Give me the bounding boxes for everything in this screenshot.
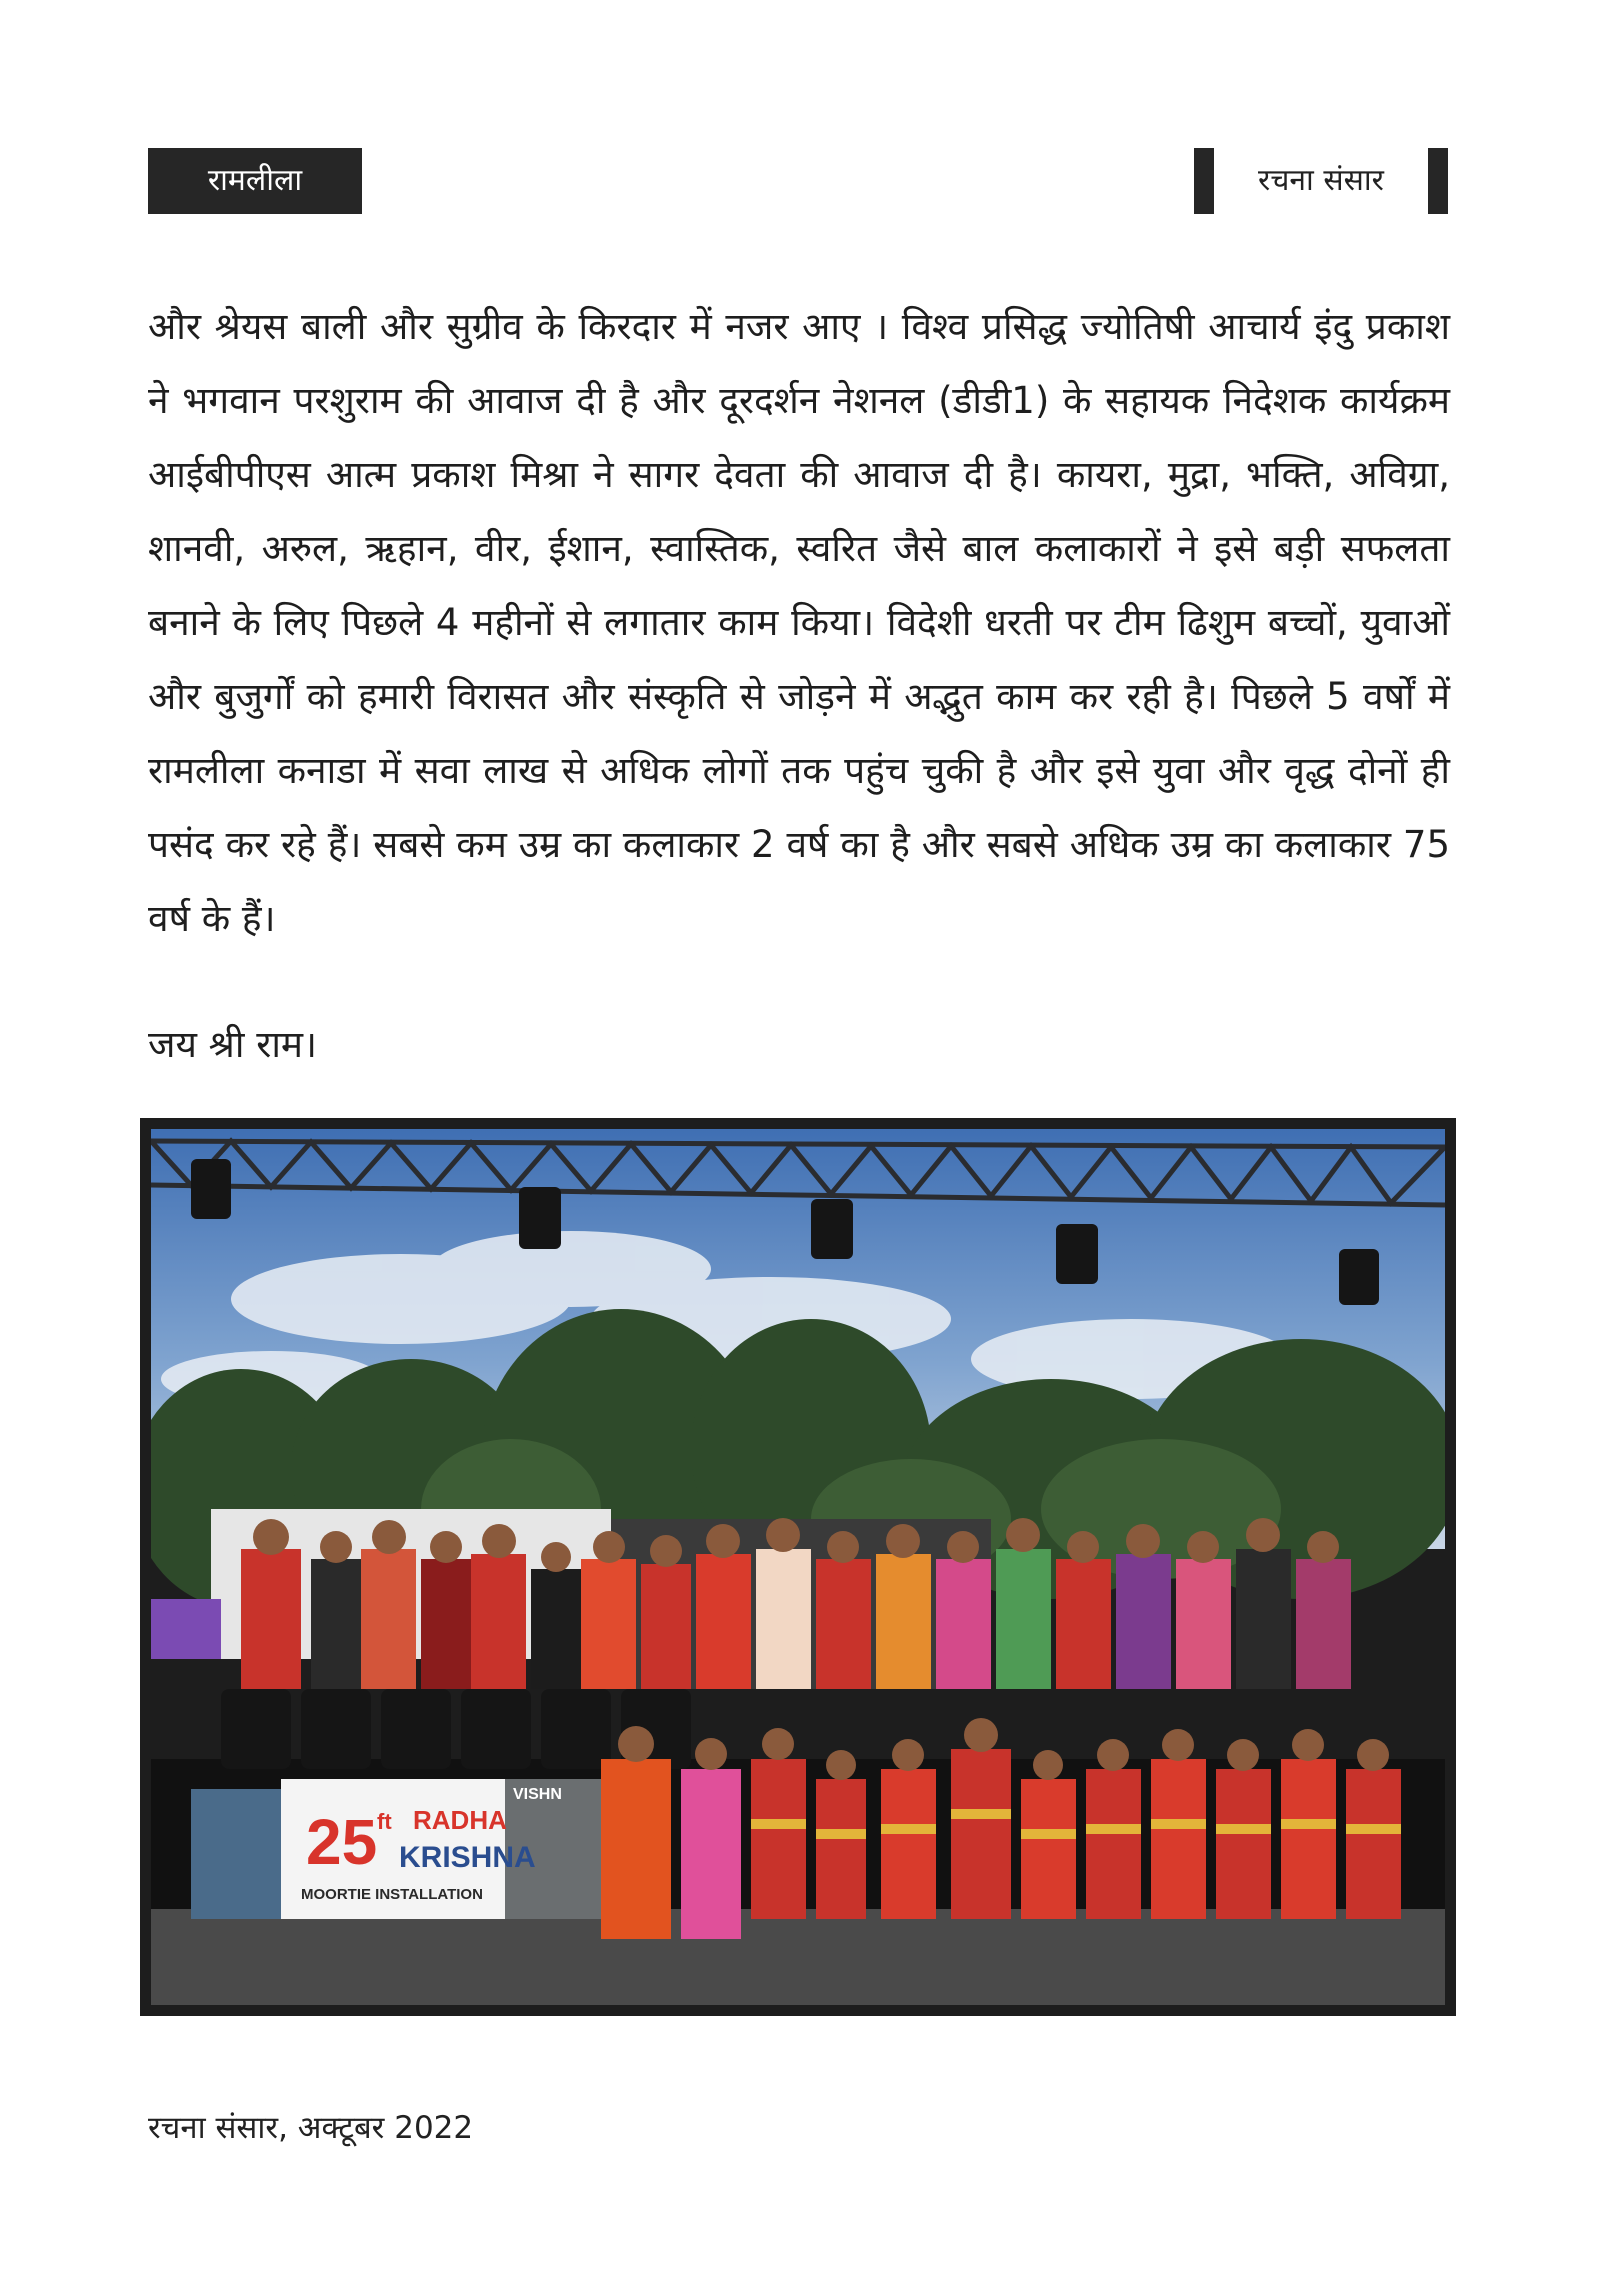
- banner-line-3: MOORTIE INSTALLATION: [301, 1886, 483, 1903]
- banner-line-2: KRISHNA: [399, 1841, 536, 1874]
- ramlila-group-photo: [151, 1129, 1445, 2005]
- footer-issue: रचना संसार, अक्टूबर 2022: [148, 2110, 474, 2146]
- article-paragraph: और श्रेयस बाली और सुग्रीव के किरदार में नजर आए । विश्व प्रसिद्ध ज्योतिषी आचार्य इंदु प्रकाश ने भगवान परशुराम की आवाज दी है और दूरदर्शन नेशनल (डीडी1) के सहायक निदेशक कार्यक्रम आईबीपीएस आत्म प्रकाश मिश्रा ने सागर देवता की आवाज दी है। कायरा, मुद्रा, भक्ति, अविग्रा, शानवी, अरुल, ऋहान, वीर, ईशान, स्वास्तिक, स्वरित जैसे बाल कलाकारों ने इसे बड़ी सफलता बनाने के लिए पिछले 4 महीनों से लगातार काम किया। विदेशी धरती पर टीम ढिशुम बच्चों, युवाओं और बुजुर्गों को हमारी विरासत और संस्कृति से जोड़ने में अद्भुत काम कर रही है। पिछले 5 वर्षों में रामलीला कनाडा में सवा लाख से अधिक लोगों तक पहुंच चुकी है और इसे युवा और वृद्ध दोनों ही पसंद कर रहे हैं। सबसे कम उम्र का कलाकार 2 वर्ष का है और सबसे अधिक उम्र का कलाकार 75 वर्ष के हैं।: [148, 305, 1450, 940]
- banner: [191, 1779, 655, 1919]
- banner-superscript: ft: [377, 1809, 392, 1834]
- header-bar-right: [1428, 148, 1448, 214]
- banner-partial-text: VISHN: [513, 1786, 562, 1803]
- closing-line: जय श्री राम।: [148, 1023, 318, 1066]
- magazine-name: रचना संसार: [1258, 163, 1384, 198]
- banner-number: 25: [306, 1806, 378, 1878]
- banner-line-1: RADHA: [413, 1805, 507, 1835]
- photo-frame: [140, 1118, 1456, 2016]
- section-label: रामलीला: [148, 148, 362, 214]
- header-bar-left: [1194, 148, 1214, 214]
